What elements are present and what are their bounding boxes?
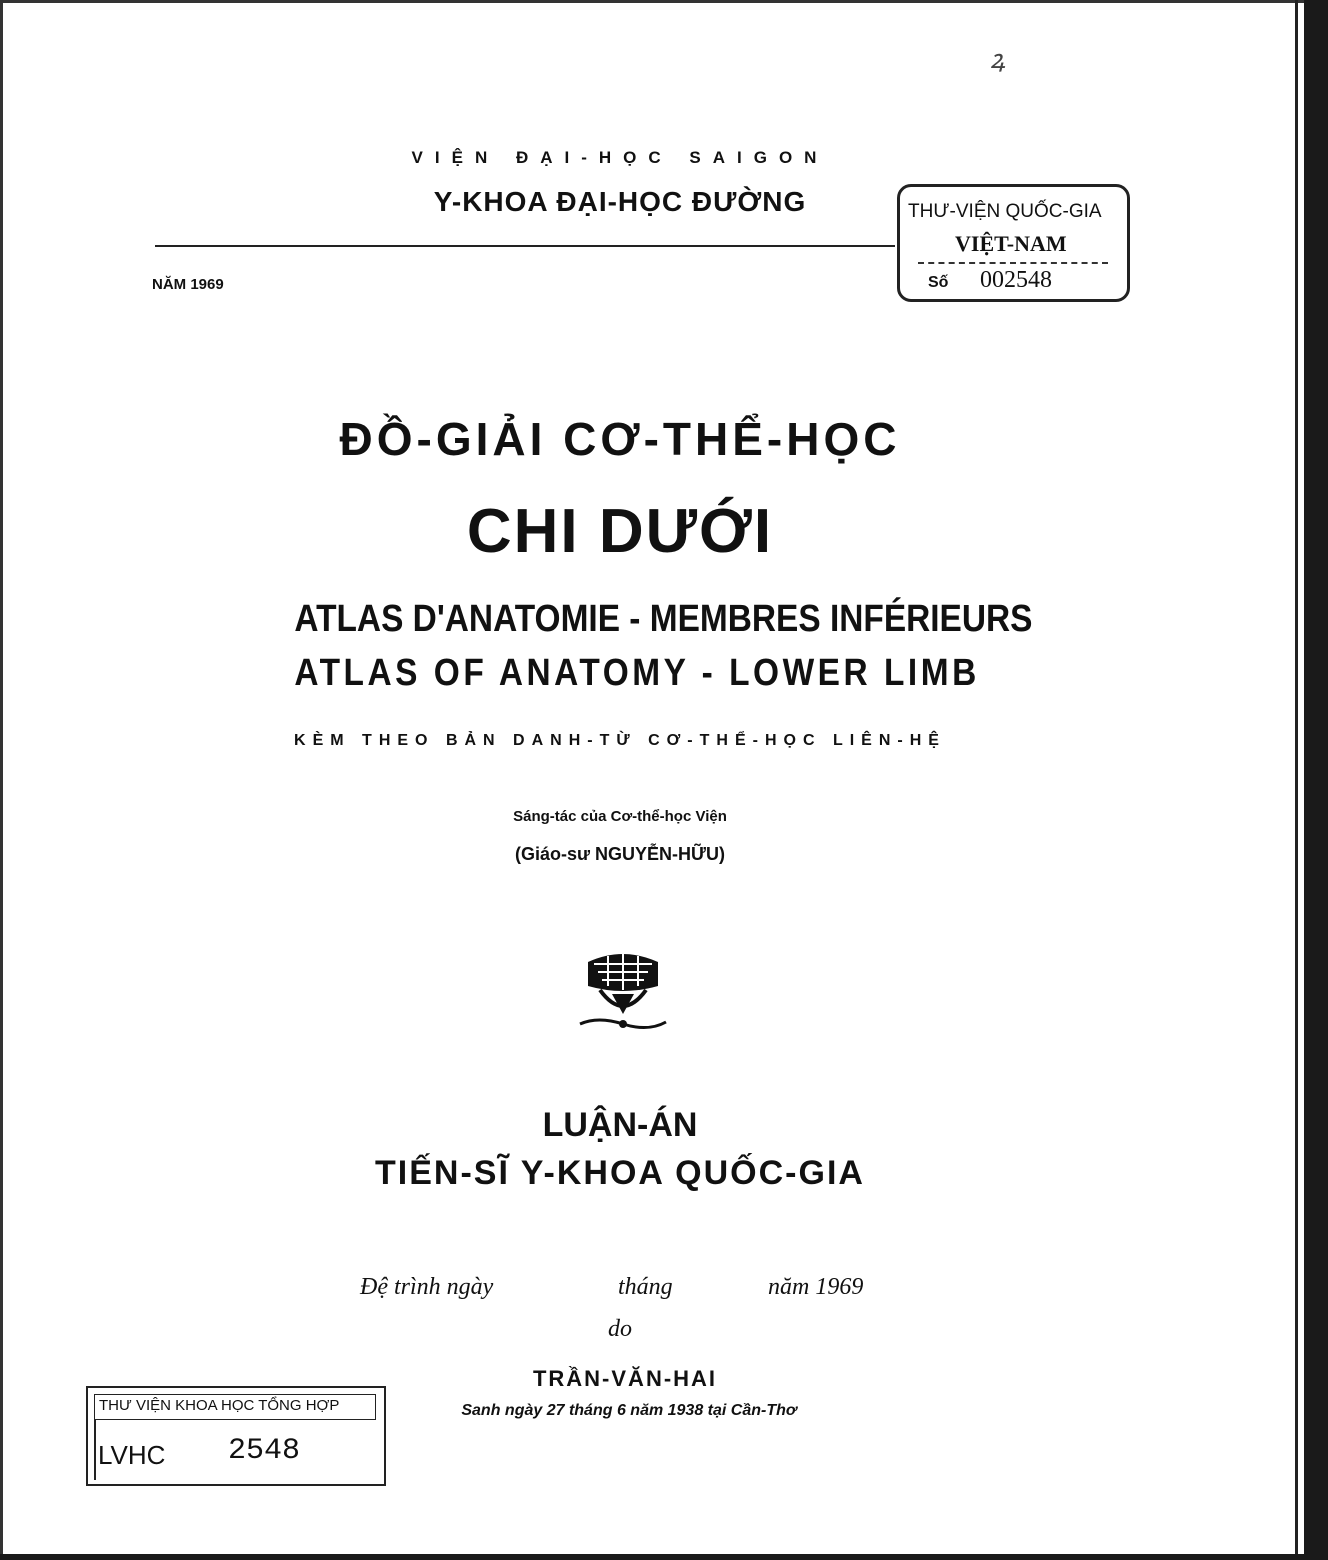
title-english: ATLAS OF ANATOMY - LOWER LIMB bbox=[294, 652, 980, 694]
university-crest-icon bbox=[578, 944, 668, 1034]
thesis-degree: TIẾN-SĨ Y-KHOA QUỐC-GIA bbox=[375, 1154, 865, 1192]
scan-border-left bbox=[0, 0, 3, 1560]
catalog-stamp-rule bbox=[94, 1420, 96, 1480]
submission-date-day: Đệ trình ngày bbox=[360, 1274, 494, 1300]
scan-border-bottom bbox=[0, 1554, 1328, 1560]
stamp-number-label: Số bbox=[928, 274, 949, 291]
title-vietnamese: ĐỒ-GIẢI CƠ-THỂ-HỌC bbox=[339, 413, 901, 465]
submitted-by-label: do bbox=[608, 1316, 632, 1342]
faculty-name: Y-KHOA ĐẠI-HỌC ĐƯỜNG bbox=[433, 186, 807, 217]
credit-professor: (Giáo-sư NGUYỄN-HỮU) bbox=[515, 844, 725, 864]
catalog-stamp-header: THƯ VIỆN KHOA HỌC TỔNG HỢP bbox=[94, 1394, 376, 1420]
catalog-stamp bbox=[86, 1386, 386, 1486]
header-divider bbox=[155, 245, 895, 247]
title-main: CHI DƯỚI bbox=[466, 497, 774, 566]
scan-border-top bbox=[0, 0, 1328, 3]
scan-border-right bbox=[1304, 0, 1328, 1560]
stamp-number: 002548 bbox=[980, 267, 1052, 293]
catalog-code: LVHC bbox=[98, 1440, 166, 1470]
stamp-country: VIỆT-NAM bbox=[955, 231, 1067, 256]
scan-border-right-line bbox=[1295, 0, 1298, 1560]
handwritten-mark: ꝝ bbox=[990, 45, 1006, 74]
catalog-number: 2548 bbox=[228, 1434, 301, 1468]
institution-name: VIỆN ĐẠI-HỌC SAIGON bbox=[411, 148, 829, 167]
subtitle: KÈM THEO BẢN DANH-TỪ CƠ-THỂ-HỌC LIÊN-HỆ bbox=[294, 732, 946, 749]
publication-year: NĂM 1969 bbox=[152, 276, 224, 293]
title-french: ATLAS D'ANATOMIE - MEMBRES INFÉRIEURS bbox=[294, 598, 1033, 640]
stamp-library-name: THƯ-VIỆN QUỐC-GIA bbox=[908, 201, 1102, 222]
credit-line: Sáng-tác của Cơ-thể-học Viện bbox=[513, 808, 727, 825]
submission-date-month: tháng bbox=[618, 1274, 673, 1300]
national-library-stamp bbox=[897, 184, 1130, 302]
submission-date-year: năm 1969 bbox=[768, 1274, 864, 1300]
author-birth-info: Sanh ngày 27 tháng 6 năm 1938 tại Cần-Thơ bbox=[461, 1402, 797, 1419]
stamp-divider bbox=[918, 262, 1108, 264]
author-name: TRẦN-VĂN-HAI bbox=[532, 1366, 718, 1391]
thesis-label: LUẬN-ÁN bbox=[542, 1106, 698, 1144]
